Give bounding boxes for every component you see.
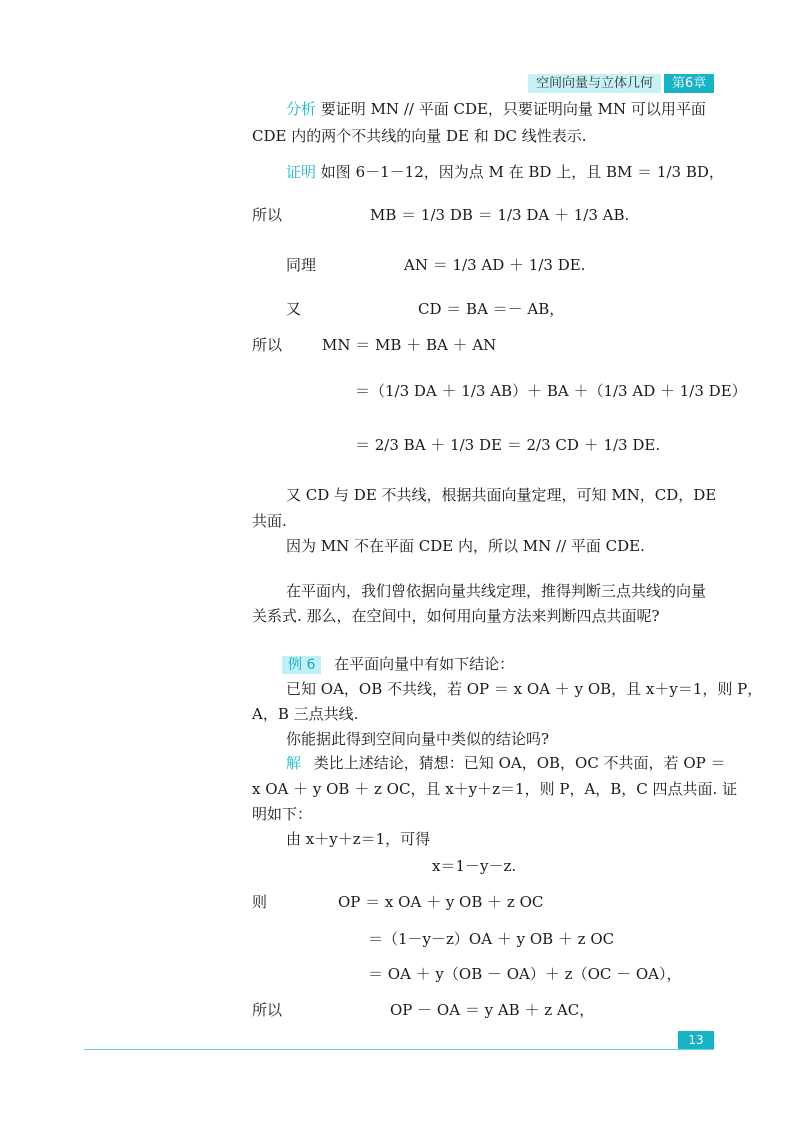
example6-line4: 你能据此得到空间向量中类似的结论吗? [286,730,550,748]
analysis-line1 [286,99,706,119]
proof-label: 证明 [286,163,317,181]
chapter-badge: 第6章 [664,74,714,93]
solution-text-1: 类比上述结论，猜想：已知 OA，OB，OC 不共面，若 OP ＝ [313,754,726,772]
page-number: 13 [678,1031,714,1049]
transition-line2: 关系式. 那么，在空间中，如何用向量方法来判断四点共面呢? [252,607,660,625]
running-header [528,72,714,92]
solution-line1 [286,753,726,773]
example6-line1 [282,654,514,675]
solution-line3: 明如下： [252,805,313,823]
example6-line3: A，B 三点共线. [252,705,359,723]
proof-line1 [286,162,724,182]
from-line: 由 x＋y＋z＝1，可得 [286,830,431,848]
analysis-line2: CDE 内的两个不共线的向量 DE 和 DC 线性表示. [252,127,587,145]
conclusion-line1b: 共面. [252,512,287,530]
equation-mb: MB ＝ 1/3 DB ＝ 1/3 DA ＋ 1/3 AB. [370,206,630,224]
equation-cd: CD ＝ BA ＝－ AB， [418,300,565,318]
footer-divider [84,1049,714,1050]
then-label: 则 [252,893,268,911]
conclusion-line1: 又 CD 与 DE 不共线，根据共面向量定理，可知 MN，CD，DE [286,486,717,504]
solution-line2: x OA ＋ y OB ＋ z OC，且 x＋y＋z＝1，则 P，A，B，C 四点共面. 证 [252,780,738,798]
example-label: 例 6 [282,656,321,674]
equation-mn-3: ＝ 2/3 BA ＋ 1/3 DE ＝ 2/3 CD ＋ 1/3 DE. [355,436,661,454]
solution-label: 解 [286,754,302,772]
equation-mn-2: ＝（1/3 DA ＋ 1/3 AB）＋ BA ＋（1/3 AD ＋ 1/3 DE） [355,382,747,400]
equation-an: AN ＝ 1/3 AD ＋ 1/3 DE. [404,256,586,274]
conclusion-line2: 因为 MN 不在平面 CDE 内，所以 MN // 平面 CDE. [286,537,645,555]
analysis-label: 分析 [286,100,317,118]
transition-line1: 在平面内，我们曾依据向量共线定理，推得判断三点共线的向量 [286,582,707,600]
so2-label: 所以 [252,336,283,354]
op-oa-equation: OP － OA ＝ y AB ＋ z AC， [390,1001,595,1019]
analysis-text-1: 要证明 MN // 平面 CDE，只要证明向量 MN 可以用平面 [320,100,706,118]
proof-text-1: 如图 6－1－12，因为点 M 在 BD 上，且 BM ＝ 1/3 BD， [320,163,724,181]
so1-label: 所以 [252,206,283,224]
equation-mn-1: MN ＝ MB ＋ BA ＋ AN [322,336,497,354]
so-label: 所以 [252,1001,283,1019]
same-label: 同理 [286,256,317,274]
x-equation: x＝1－y－z. [432,857,517,875]
op-equation-3: ＝ OA ＋ y（OB － OA）＋ z（OC － OA）， [368,965,682,983]
op-equation-1: OP ＝ x OA ＋ y OB ＋ z OC [338,893,544,911]
example6-line2: 已知 OA，OB 不共线，若 OP ＝ x OA ＋ y OB，且 x＋y＝1，则 P， [286,680,763,698]
example6-text-1: 在平面向量中有如下结论： [334,655,515,673]
also-label: 又 [286,300,302,318]
header-title: 空间向量与立体几何 [528,74,661,93]
op-equation-2: ＝（1－y－z）OA ＋ y OB ＋ z OC [368,930,615,948]
